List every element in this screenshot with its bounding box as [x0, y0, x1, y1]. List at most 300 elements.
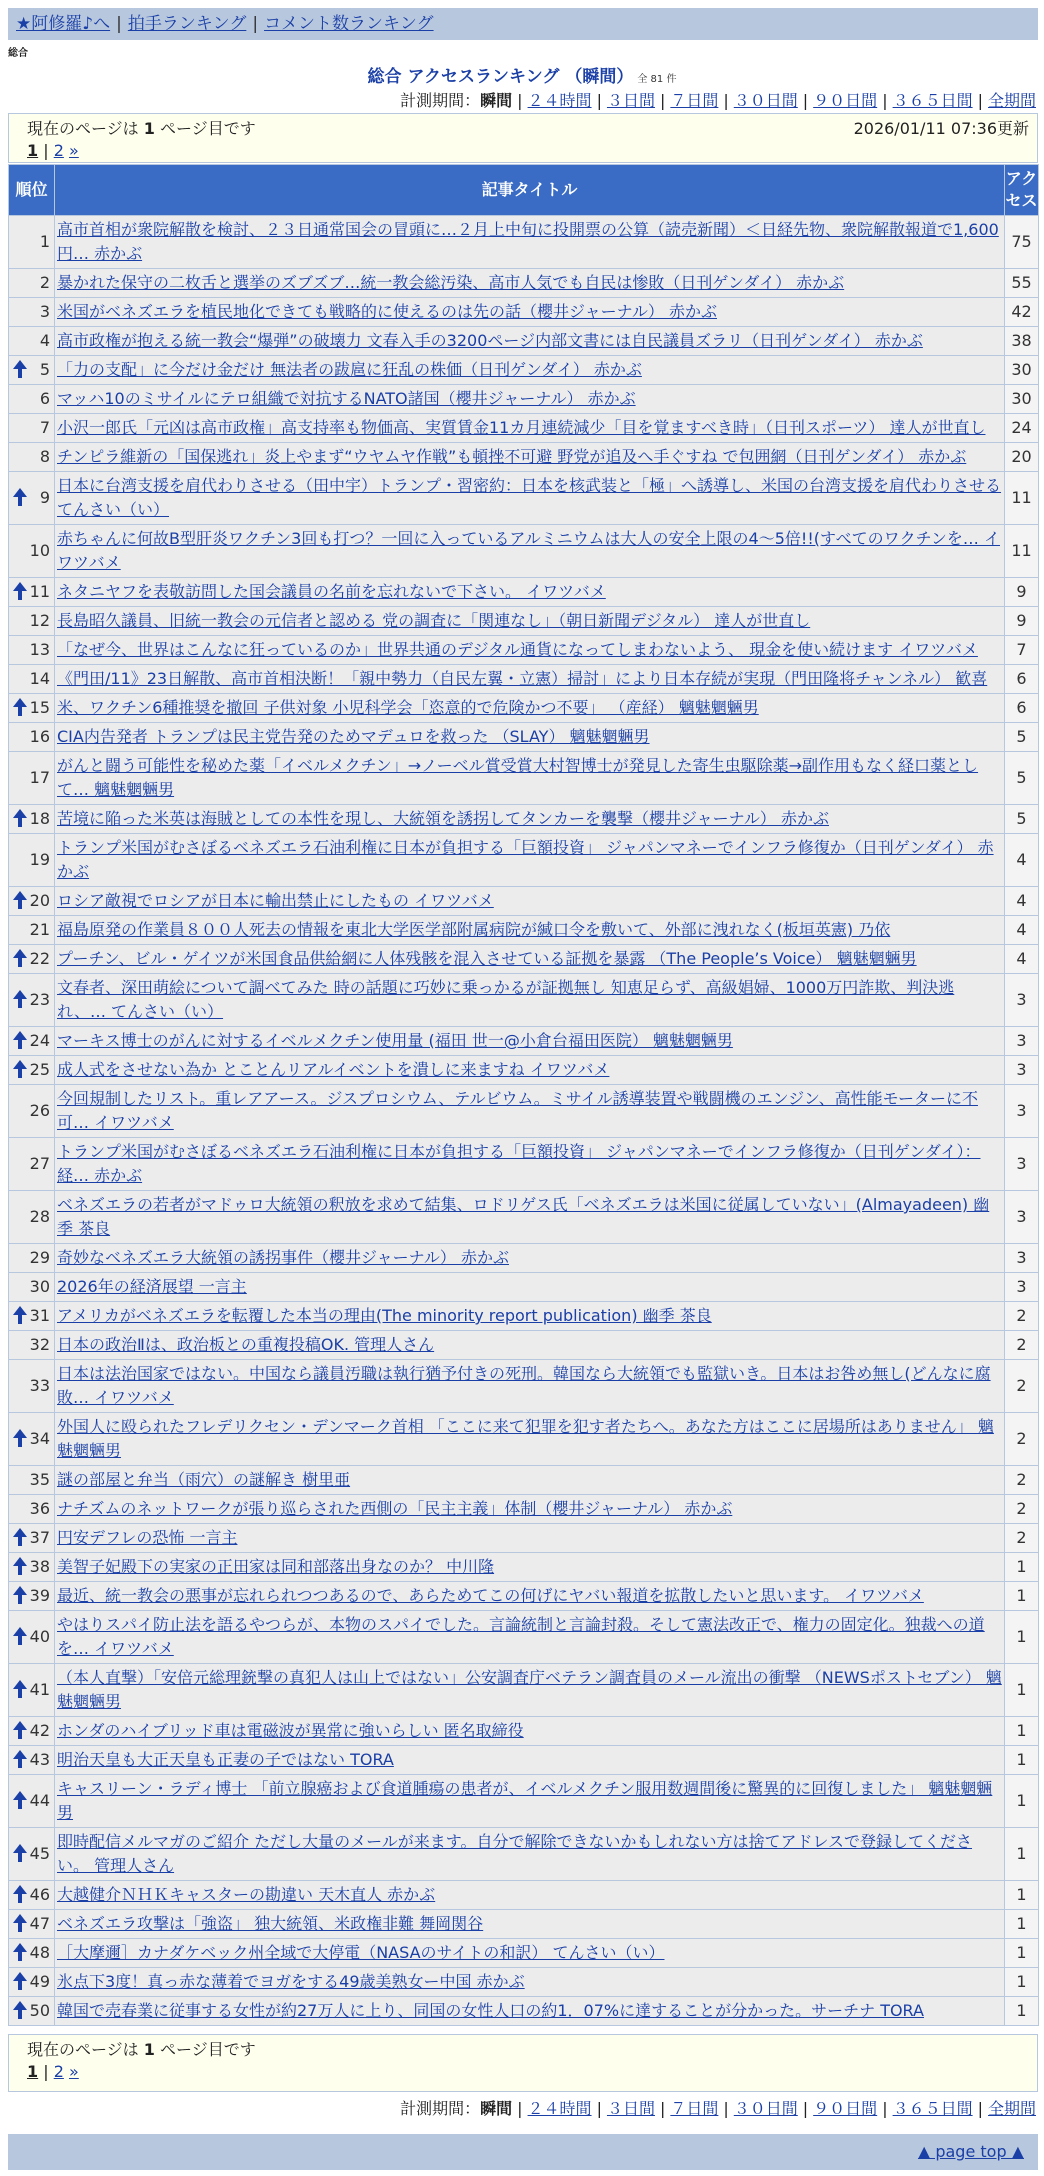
rank-cell — [9, 327, 55, 356]
rank-number: 19 — [29, 850, 50, 869]
article-title-link[interactable]: マッハ10のミサイルにテロ組織で対抗するNATO諸国（櫻井ジャーナル） 赤かぶ — [57, 389, 636, 408]
title-cell — [55, 887, 1005, 916]
title-cell — [55, 1717, 1005, 1746]
page-link-2[interactable]: 2 — [53, 141, 64, 160]
access-count: 3 — [1005, 1085, 1039, 1138]
rank-cell — [9, 945, 55, 974]
table-row — [9, 607, 1039, 636]
article-title-link[interactable]: トランプ米国がむさぼるベネズエラ石油利権に日本が負担する「巨額投資」 ジャパンマネーでインフラ修復か（日刊ゲンダイ）：経… 赤かぶ — [57, 1142, 981, 1185]
arrow-stem — [18, 1565, 22, 1575]
current-page-post: ページ目です — [160, 2040, 256, 2059]
article-title-link[interactable]: 最近、統一教会の悪事が忘れられつつあるので、あらためてこの何げにヤバい報道を拡散したいと思います。 イワツバメ — [57, 1586, 924, 1605]
applause-ranking-link[interactable]: 拍手ランキング — [127, 14, 247, 34]
rank-cell — [9, 1910, 55, 1939]
rank-number: 21 — [29, 920, 50, 939]
access-count: 7 — [1005, 636, 1039, 665]
article-title-link[interactable]: 米、ワクチン6種推奨を撤回 子供対象 小児科学会「恣意的で危険かつ不要」 （産経） 魑魅魍魎男 — [57, 698, 759, 717]
rank-number: 38 — [29, 1557, 50, 1576]
table-row — [9, 665, 1039, 694]
rank-number: 1 — [39, 232, 50, 251]
rank-cell — [9, 216, 55, 269]
arrow-stem — [18, 1437, 22, 1447]
rank-cell — [9, 298, 55, 327]
table-row — [9, 414, 1039, 443]
rank-cell — [9, 665, 55, 694]
arrow-stem — [18, 1893, 22, 1903]
access-count: 5 — [1005, 723, 1039, 752]
rank-cell — [9, 636, 55, 665]
table-row — [9, 1910, 1039, 1939]
home-link[interactable]: ★阿修羅♪へ — [16, 14, 111, 34]
title-cell — [55, 916, 1005, 945]
article-title-link[interactable]: チンピラ維新の「国保逃れ」炎上やまず“ウヤムヤ作戦”も頓挫不可避 野党が追及へ手ぐすね で包囲網（日刊ゲンダイ） 赤かぶ — [57, 447, 967, 466]
article-title-link[interactable]: 謎の部屋と弁当（雨穴）の謎解き 樹里亜 — [57, 1470, 351, 1489]
article-title-link[interactable]: マーキス博士のがんに対するイベルメクチン使用量 (福田 世一@小倉台福田医院） 魑魅魍魎男 — [57, 1031, 733, 1050]
access-count: 3 — [1005, 1138, 1039, 1191]
arrow-stem — [18, 1729, 22, 1739]
period-link-1[interactable]: ３日間 — [606, 91, 655, 110]
access-count: 2 — [1005, 1524, 1039, 1553]
rank-number: 9 — [39, 488, 50, 507]
title-cell — [55, 1939, 1005, 1968]
rank-up-arrow-icon — [13, 1627, 27, 1647]
arrow-stem — [18, 1536, 22, 1546]
table-row — [9, 916, 1039, 945]
title-cell — [55, 298, 1005, 327]
title-cell — [55, 805, 1005, 834]
rank-cell — [9, 694, 55, 723]
table-row — [9, 1968, 1039, 1997]
article-title-link[interactable]: ネタニヤフを表敬訪問した国会議員の名前を忘れないで下さい。 イワツバメ — [57, 582, 606, 601]
article-title-link[interactable]: プーチン、ビル・ゲイツが米国食品供給網に人体残骸を混入させている証拠を暴露 （The People’s Voice） 魑魅魍魎男 — [57, 949, 917, 968]
access-count: 42 — [1005, 298, 1039, 327]
title-cell — [55, 636, 1005, 665]
article-title-link[interactable]: 明治天皇も大正天皇も正妻の子ではない TORA — [57, 1750, 394, 1769]
rank-number: 28 — [29, 1207, 50, 1226]
rank-cell — [9, 805, 55, 834]
article-title-link[interactable]: アメリカがベネズエラを転覆した本当の理由(The minority report publication) 幽季 茶良 — [57, 1306, 712, 1325]
rank-cell — [9, 1244, 55, 1273]
access-count: 38 — [1005, 327, 1039, 356]
period-separator: | — [659, 2099, 666, 2118]
access-count: 1 — [1005, 1664, 1039, 1717]
table-row — [9, 1582, 1039, 1611]
rank-number: 39 — [29, 1586, 50, 1605]
rank-number: 25 — [29, 1060, 50, 1079]
rank-up-arrow-icon — [13, 990, 27, 1010]
article-title-link[interactable]: ナチズムのネットワークが張り巡らされた西側の「民主主義」体制（櫻井ジャーナル） 赤かぶ — [57, 1499, 733, 1518]
article-title-link[interactable]: 小沢一郎氏「元凶は高市政権」高支持率も物価高、実質賃金11カ月連続減少「目を覚ますべき時」（日刊スポーツ） 達人が世直し — [57, 418, 986, 437]
article-title-link[interactable]: 長島昭久議員、旧統一教会の元信者と認める 党の調査に「関連なし」（朝日新聞デジタル） 達人が世直し — [57, 611, 811, 630]
period-link-3[interactable]: ３０日間 — [733, 91, 798, 110]
arrow-stem — [18, 1594, 22, 1604]
period-link-6[interactable]: 全期間 — [987, 2099, 1036, 2118]
article-title-link[interactable]: 円安デフレの恐怖 一言主 — [57, 1528, 238, 1547]
access-count: 9 — [1005, 607, 1039, 636]
arrow-stem — [18, 1635, 22, 1645]
rank-cell — [9, 1939, 55, 1968]
period-link-4[interactable]: ９０日間 — [813, 91, 878, 110]
page-link-current: 1 — [27, 141, 39, 160]
rank-up-arrow-icon — [13, 1721, 27, 1741]
access-count: 4 — [1005, 887, 1039, 916]
title-cell — [55, 945, 1005, 974]
rank-cell — [9, 1717, 55, 1746]
rank-number: 43 — [29, 1750, 50, 1769]
table-row — [9, 1524, 1039, 1553]
access-count: 3 — [1005, 974, 1039, 1027]
rank-cell — [9, 443, 55, 472]
table-row — [9, 1085, 1039, 1138]
rank-number: 46 — [29, 1885, 50, 1904]
table-row — [9, 752, 1039, 805]
rank-up-arrow-icon — [13, 949, 27, 969]
title-cell — [55, 1027, 1005, 1056]
top-nav: ★阿修羅♪へ | 拍手ランキング | コメント数ランキング — [8, 8, 1038, 40]
period-separator: | — [596, 91, 602, 110]
rank-number: 10 — [29, 541, 50, 560]
next-page-link[interactable]: » — [68, 2062, 79, 2081]
rank-number: 33 — [29, 1376, 50, 1395]
period-link-5[interactable]: ３６５日間 — [892, 2099, 973, 2118]
article-title-link[interactable]: 福島原発の作業員８００人死去の情報を東北大学医学部附属病院が緘口令を敷いて、外部に洩れなく(板垣英憲) 乃依 — [57, 920, 891, 939]
title-cell — [55, 1466, 1005, 1495]
page-separator: | — [38, 141, 54, 160]
title-cell — [55, 1775, 1005, 1828]
rank-cell — [9, 1056, 55, 1085]
page-links — [27, 140, 1019, 162]
rank-cell — [9, 752, 55, 805]
arrow-stem — [18, 368, 22, 378]
article-title-link[interactable]: やはりスパイ防止法を語るやつらが、本物のスパイでした。言論統制と言論封殺。そして憲法改正で、権力の固定化。独裁への道を… イワツバメ — [57, 1615, 985, 1658]
comment-ranking-link[interactable]: コメント数ランキング — [264, 14, 434, 34]
period-selector-bottom — [400, 2096, 1036, 2119]
rank-cell — [9, 1828, 55, 1881]
table-row — [9, 1056, 1039, 1085]
article-title-link[interactable]: 暴かれた保守の二枚舌と選挙のズブズブ…統一教会総汚染、高市人気でも自民は惨敗（日刊ゲンダイ） 赤かぶ — [57, 273, 845, 292]
next-page-link[interactable]: » — [68, 141, 79, 160]
rank-number: 26 — [29, 1101, 50, 1120]
rank-number: 17 — [29, 768, 50, 787]
rank-up-arrow-icon — [13, 488, 27, 508]
rank-number: 24 — [29, 1031, 50, 1050]
arrow-stem — [18, 899, 22, 909]
table-row — [9, 1664, 1039, 1717]
article-title-link[interactable]: 大越健介ＮＨＫキャスターの勘違い 天木直人 赤かぶ — [57, 1885, 436, 1904]
access-count: 2 — [1005, 1466, 1039, 1495]
access-count: 3 — [1005, 1273, 1039, 1302]
title-cell — [55, 1968, 1005, 1997]
article-title-link[interactable]: 「なぜ今、世界はこんなに狂っているのか」世界共通のデジタル通貨になってしまわないよう、 現金を使い続けます イワツバメ — [57, 640, 978, 659]
rank-up-arrow-icon — [13, 1429, 27, 1449]
rank-up-arrow-icon — [13, 1972, 27, 1992]
article-title-link[interactable]: （本人直撃）「安倍元総理銃撃の真犯人は山上ではない」公安調査庁ベテラン調査員のメール流出の衝撃 （NEWSポストセブン） 魑魅魍魎男 — [57, 1668, 1002, 1711]
article-title-link[interactable]: 赤ちゃんに何故B型肝炎ワクチン3回も打つ？一回に入っているアルミニウムは大人の安全上限の4～5倍!!(すべてのワクチンを… イワツバメ — [57, 529, 1000, 572]
title-cell — [55, 1828, 1005, 1881]
rank-cell — [9, 1746, 55, 1775]
page-link-current: 1 — [27, 2062, 39, 2081]
article-title-link[interactable]: キャスリーン・ラディ博士 「前立腺癌および食道腫瘍の患者が、イベルメクチン服用数週間後に驚異的に回復しました」 魑魅魍魎男 — [57, 1779, 993, 1822]
rank-number: 7 — [39, 418, 50, 437]
article-title-link[interactable]: 2026年の経済展望 一言主 — [57, 1277, 247, 1296]
title-cell — [55, 1746, 1005, 1775]
period-link-2[interactable]: ７日間 — [670, 91, 719, 110]
table-row — [9, 1413, 1039, 1466]
period-separator: | — [882, 2099, 888, 2118]
page-title-wrap — [0, 62, 1044, 87]
table-row — [9, 385, 1039, 414]
table-row — [9, 834, 1039, 887]
updated-timestamp: 2026/01/11 07:36更新 — [853, 119, 1029, 138]
rank-number: 36 — [29, 1499, 50, 1518]
rank-cell — [9, 1611, 55, 1664]
arrow-stem — [18, 1314, 22, 1324]
period-separator: | — [596, 2099, 602, 2118]
rank-cell — [9, 1085, 55, 1138]
rank-up-arrow-icon — [13, 1844, 27, 1864]
table-row — [9, 1273, 1039, 1302]
rank-cell — [9, 723, 55, 752]
article-title-link[interactable]: 日本の政治Ⅱは、政治板との重複投稿OK. 管理人さん — [57, 1335, 435, 1354]
rank-up-arrow-icon — [13, 1914, 27, 1934]
title-cell — [55, 1495, 1005, 1524]
table-row — [9, 443, 1039, 472]
arrow-stem — [18, 1758, 22, 1768]
title-cell — [55, 752, 1005, 805]
access-count: 9 — [1005, 578, 1039, 607]
rank-number: 30 — [29, 1277, 50, 1296]
access-count: 30 — [1005, 385, 1039, 414]
access-count: 6 — [1005, 694, 1039, 723]
access-count: 4 — [1005, 916, 1039, 945]
rank-cell — [9, 1413, 55, 1466]
table-row — [9, 1360, 1039, 1413]
access-count: 3 — [1005, 1244, 1039, 1273]
period-link-5[interactable]: ３６５日間 — [892, 91, 973, 110]
article-title-link[interactable]: 《門田/11》23日解散、高市首相決断！「親中勢力（自民左翼・立憲）掃討」により日本存続が実現（門田隆将チャンネル） 歓喜 — [57, 669, 988, 688]
article-title-link[interactable]: 奇妙なベネズエラ大統領の誘拐事件（櫻井ジャーナル） 赤かぶ — [57, 1248, 509, 1267]
title-cell — [55, 1582, 1005, 1611]
access-count: 55 — [1005, 269, 1039, 298]
table-row — [9, 1495, 1039, 1524]
rank-number: 16 — [29, 727, 50, 746]
article-title-link[interactable]: ベネズエラの若者がマドゥロ大統領の釈放を求めて結集、ロドリゲス氏「ベネズエラは米国に従属していない」(Almayadeen) 幽季 茶良 — [57, 1195, 990, 1238]
title-cell — [55, 1273, 1005, 1302]
rank-cell — [9, 1466, 55, 1495]
arrow-stem — [18, 1068, 22, 1078]
access-count: 3 — [1005, 1191, 1039, 1244]
article-title-link[interactable]: がんと闘う可能性を秘めた薬「イベルメクチン」→ノーベル賞受賞大村智博士が発見した寄生虫駆除薬→副作用もなく経口薬として… 魑魅魍魎男 — [57, 756, 979, 799]
access-count: 20 — [1005, 443, 1039, 472]
page-separator: | — [38, 2062, 54, 2081]
article-title-link[interactable]: 氷点下3度！真っ赤な薄着でヨガをする49歳美熟女ー中国 赤かぶ — [57, 1972, 525, 1991]
ranking-body — [9, 216, 1039, 2026]
article-title-link[interactable]: トランプ米国がむさぼるベネズエラ石油利権に日本が負担する「巨額投資」 ジャパンマネーでインフラ修復か（日刊ゲンダイ） 赤かぶ — [57, 838, 994, 881]
period-separator: | — [977, 91, 983, 110]
article-title-link[interactable]: ホンダのハイブリッド車は電磁波が異常に強いらしい 匿名取締役 — [57, 1721, 524, 1740]
title-cell — [55, 1413, 1005, 1466]
rank-number: 20 — [29, 891, 50, 910]
access-count: 75 — [1005, 216, 1039, 269]
period-separator: | — [723, 2099, 729, 2118]
arrow-stem — [18, 1799, 22, 1809]
rank-cell — [9, 1968, 55, 1997]
rank-cell — [9, 1524, 55, 1553]
article-title-link[interactable]: 苦境に陥った米英は海賊としての本性を現し、大統領を誘拐してタンカーを襲撃（櫻井ジャーナル） 赤かぶ — [57, 809, 829, 828]
table-row — [9, 1244, 1039, 1273]
title-cell — [55, 578, 1005, 607]
title-cell — [55, 525, 1005, 578]
rank-number: 42 — [29, 1721, 50, 1740]
article-title-link[interactable]: 高市政権が抱える統一教会“爆弾”の破壊力 文春入手の3200ページ内部文書には自民議員ズラリ（日刊ゲンダイ） 赤かぶ — [57, 331, 923, 350]
rank-up-arrow-icon — [13, 360, 27, 380]
access-count: 1 — [1005, 1828, 1039, 1881]
article-title-link[interactable]: 「力の支配」に今だけ金だけ 無法者の跋扈に狂乱の株価（日刊ゲンダイ） 赤かぶ — [57, 360, 642, 379]
title-cell — [55, 269, 1005, 298]
title-cell — [55, 1910, 1005, 1939]
rank-number: 3 — [39, 302, 50, 321]
article-title-link[interactable]: ロシア敵視でロシアが日本に輸出禁止にしたもの イワツバメ — [57, 891, 494, 910]
article-title-link[interactable]: CIA内告発者 トランプは民主党告発のためマデュロを救った （SLAY） 魑魅魍魎男 — [57, 727, 650, 746]
article-title-link[interactable]: 米国がベネズエラを植民地化できても戦略的に使えるのは先の話（櫻井ジャーナル） 赤かぶ — [57, 302, 717, 321]
table-row — [9, 298, 1039, 327]
rank-up-arrow-icon — [13, 1557, 27, 1577]
rank-number: 40 — [29, 1627, 50, 1646]
access-count: 6 — [1005, 665, 1039, 694]
rank-up-arrow-icon — [13, 1060, 27, 1080]
period-separator: | — [977, 2099, 983, 2118]
article-title-link[interactable]: 今回規制したリスト。重レアアース。ジスプロシウム、テルビウム。ミサイル誘導装置や戦闘機のエンジン、高性能モーターに不可… イワツバメ — [57, 1089, 978, 1132]
title-cell — [55, 834, 1005, 887]
page-link-2[interactable]: 2 — [53, 2062, 64, 2081]
period-link-0[interactable]: ２４時間 — [527, 2099, 592, 2118]
rank-number: 37 — [29, 1528, 50, 1547]
article-title-link[interactable]: 日本は法治国家ではない。中国なら議員汚職は執行猶予付きの死刑。韓国なら大統領でも監獄いき。日本はお咎め無し(どんなに腐敗… イワツバメ — [57, 1364, 991, 1407]
period-separator: | — [723, 91, 729, 110]
table-row — [9, 1191, 1039, 1244]
title-cell — [55, 665, 1005, 694]
pagination-top — [8, 113, 1038, 163]
rank-cell — [9, 414, 55, 443]
article-title-link[interactable]: ベネズエラ攻撃は「強盗」 独大統領、米政権非難 舞岡関谷 — [57, 1914, 484, 1933]
title-cell — [55, 607, 1005, 636]
table-row — [9, 887, 1039, 916]
access-count: 2 — [1005, 1360, 1039, 1413]
article-title-link[interactable]: 成人式をさせない為か とことんリアルイベントを潰しに来ますね イワツバメ — [57, 1060, 610, 1079]
article-title-link[interactable]: 韓国で売春業に従事する女性が約27万人に上り、同国の女性人口の約1．07%に達することが分かった。サーチナ TORA — [57, 2001, 924, 2020]
access-count: 1 — [1005, 1611, 1039, 1664]
rank-up-arrow-icon — [13, 1031, 27, 1051]
access-count: 3 — [1005, 1027, 1039, 1056]
rank-number: 8 — [39, 447, 50, 466]
current-page-number: 1 — [143, 119, 155, 138]
period-separator: | — [659, 91, 666, 110]
rank-number: 14 — [29, 669, 50, 688]
rank-cell — [9, 1881, 55, 1910]
rank-cell — [9, 607, 55, 636]
rank-cell — [9, 887, 55, 916]
period-link-0[interactable]: ２４時間 — [527, 91, 592, 110]
table-row — [9, 1717, 1039, 1746]
article-title-link[interactable]: 外国人に殴られたフレデリクセン・デンマーク首相 「ここに来て犯罪を犯す者たちへ。あなた方はここに居場所はありません」 魑魅魍魎男 — [57, 1417, 994, 1460]
article-title-link[interactable]: ［大摩邇］カナダケベック州全域で大停電（NASAのサイトの和訳） てんさい（い） — [57, 1943, 665, 1962]
period-separator: | — [802, 91, 809, 110]
access-count: 2 — [1005, 1331, 1039, 1360]
rank-up-arrow-icon — [13, 1306, 27, 1326]
current-page-pre: 現在のページは — [27, 119, 139, 138]
access-count: 1 — [1005, 1881, 1039, 1910]
title-cell — [55, 723, 1005, 752]
period-link-6[interactable]: 全期間 — [987, 91, 1036, 110]
title-cell — [55, 1524, 1005, 1553]
article-title-link[interactable]: 日本に台湾支援を肩代わりさせる（田中宇）トランプ・習密約：日本を核武装と「極」へ誘導し、米国の台湾支援を肩代わりさせる てんさい（い） — [57, 476, 1002, 519]
table-row — [9, 1828, 1039, 1881]
rank-cell — [9, 1495, 55, 1524]
rank-number: 23 — [29, 990, 50, 1009]
rank-number: 29 — [29, 1248, 50, 1267]
rank-number: 5 — [39, 360, 50, 379]
period-selector-top — [400, 88, 1036, 111]
period-link-3[interactable]: ３０日間 — [733, 2099, 798, 2118]
period-link-1[interactable]: ３日間 — [606, 2099, 655, 2118]
article-title-link[interactable]: 文春者、深田萌絵について調べてみた 時の話題に巧妙に乗っかるが証拠無し 知恵足らず、高級娼婦、1000万円詐欺、判決逃れ、… てんさい（い） — [57, 978, 955, 1021]
rank-number: 50 — [29, 2001, 50, 2020]
table-row — [9, 723, 1039, 752]
title-cell — [55, 1331, 1005, 1360]
period-current: 瞬間 — [480, 91, 513, 110]
title-cell — [55, 327, 1005, 356]
article-title-link[interactable]: 即時配信メルマガのご紹介 ただし大量のメールが来ます。自分で解除できないかもしれない方は捨てアドレスで登録してください。 管理人さん — [57, 1832, 973, 1875]
rank-number: 15 — [29, 698, 50, 717]
rank-cell — [9, 1302, 55, 1331]
table-row — [9, 1302, 1039, 1331]
rank-number: 22 — [29, 949, 50, 968]
rank-number: 2 — [39, 273, 50, 292]
rank-cell — [9, 1664, 55, 1717]
access-count: 5 — [1005, 805, 1039, 834]
rank-cell — [9, 525, 55, 578]
rank-number: 44 — [29, 1791, 50, 1810]
title-cell — [55, 1664, 1005, 1717]
title-cell — [55, 443, 1005, 472]
page-top-link[interactable]: ▲ page top ▲ — [917, 2142, 1024, 2161]
table-row — [9, 356, 1039, 385]
rank-cell — [9, 1360, 55, 1413]
title-cell — [55, 1611, 1005, 1664]
title-cell — [55, 1553, 1005, 1582]
period-link-2[interactable]: ７日間 — [670, 2099, 719, 2118]
article-title-link[interactable]: 高市首相が衆院解散を検討、２３日通常国会の冒頭に…２月上中旬に投開票の公算（読売新聞）＜日経先物、衆院解散報道で1,600円… 赤かぶ — [57, 220, 999, 263]
period-link-4[interactable]: ９０日間 — [813, 2099, 878, 2118]
title-cell — [55, 974, 1005, 1027]
rank-number: 45 — [29, 1844, 50, 1863]
rank-number: 13 — [29, 640, 50, 659]
access-count: 11 — [1005, 525, 1039, 578]
rank-number: 32 — [29, 1335, 50, 1354]
title-cell — [55, 472, 1005, 525]
period-label: 計測期間： — [400, 91, 481, 110]
title-cell — [55, 1302, 1005, 1331]
title-cell — [55, 1244, 1005, 1273]
category-label: 総合 — [8, 48, 28, 59]
table-row — [9, 1466, 1039, 1495]
table-header-row — [9, 165, 1039, 216]
article-title-link[interactable]: 美智子妃殿下の実家の正田家は同和部落出身なのか？ 中川隆 — [57, 1557, 495, 1576]
access-count: 1 — [1005, 1553, 1039, 1582]
title-cell — [55, 1360, 1005, 1413]
rank-number: 35 — [29, 1470, 50, 1489]
table-row — [9, 525, 1039, 578]
